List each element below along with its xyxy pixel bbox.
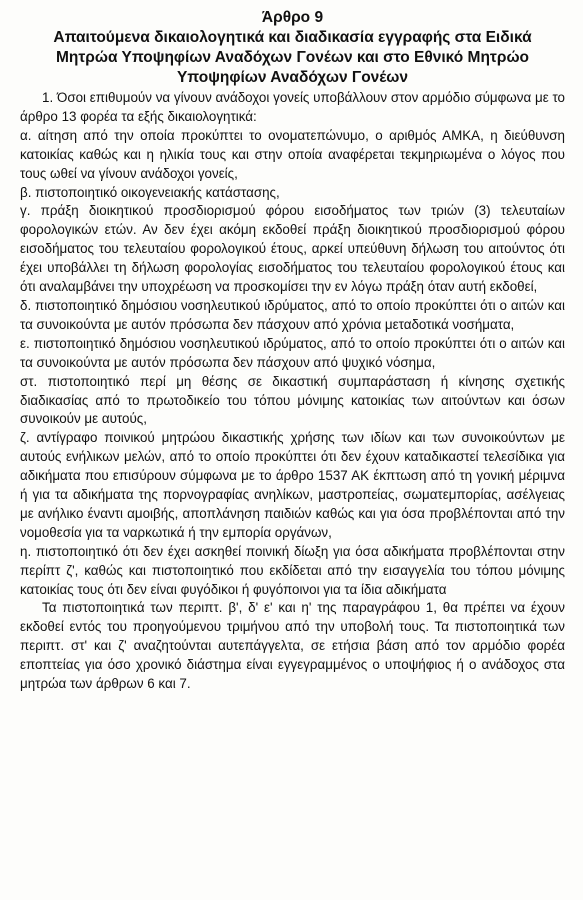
paragraph-1-intro: 1. Όσοι επιθυμούν να γίνουν ανάδοχοι γονείς υποβάλλουν στον αρμόδιο σύμφωνα με το άρθρο 13 φορέα τα εξής δικαιολογητικά: (20, 90, 565, 124)
article-body (20, 89, 565, 694)
item-c: γ. πράξη διοικητικού προσδιορισμού φόρου εισοδήματος των τριών (3) τελευταίων φορολογικών ετών. Αν δεν έχει ακόμη εκδοθεί πράξη διοικητικού προσδιορισμού φόρου εισοδήματος του τελευταίου φορολογικού έτους, αρκεί υπεύθυνη δήλωση του αιτούντος ότι έχει υποβάλλει τη δήλωση φορολογίας εισοδήματος του τελευταίου φορολογικού έτους και ότι αναλαμβάνει την υποχρέωση να προσκομίσει την εν λόγω πράξη όταν αυτή εκδοθεί, (20, 203, 565, 295)
item-st: στ. πιστοποιητικό περί μη θέσης σε δικαστική συμπαράσταση ή κίνησης σχετικής διαδικασίας από το πρωτοδικείο του τόπου μόνιμης κατοικίας των αιτούντων και όσων συνοικούν με αυτούς, (20, 373, 565, 427)
item-b: β. πιστοποιητικό οικογενειακής κατάστασης, (20, 184, 280, 200)
article-heading: Απαιτούμενα δικαιολογητικά και διαδικασία εγγραφής στα Ειδικά Μητρώα Υποψηφίων Αναδόχων Γονέων και στο Εθνικό Μητρώο Υποψηφίων Αναδόχων Γονέων (53, 29, 532, 86)
item-e: ε. πιστοποιητικό δημόσιου νοσηλευτικού ιδρύματος, από το οποίο προκύπτει ότι ο αιτών και τα συνοικούντα με αυτόν πρόσωπα δεν πάσχουν από ψυχικό νόσημα, (20, 335, 565, 370)
item-z: ζ. αντίγραφο ποινικού μητρώου δικαστικής χρήσης των ιδίων και των συνοικούντων με αυτούς ενήλικων μελών, από το οποίο προκύπτει ότι δεν έχουν καταδικαστεί τελεσίδικα για αδικήματα που επισύρουν σύμφωνα με το άρθρο 1537 ΑΚ έκπτωση από τη γονική μέριμνα ή για τα αδικήματα της πορνογραφίας ανηλίκων, μαστροπείας, σωματεμπορίας, ασέλγειας με ανήλικο έναντι αμοιβής, αποπλάνηση παιδιών καθώς και για όσα προβλέπονται από την νομοθεσία για τα ναρκωτικά ή την εμπορία οργάνων, (20, 430, 565, 540)
item-a: α. αίτηση από την οποία προκύπτει το ονοματεπώνυμο, ο αριθμός ΑΜΚΑ, η διεύθυνση κατοικίας καθώς και η ηλικία τους και στην οποία αναφέρεται τεκμηριωμένα ο λόγος που τους ωθεί να γίνουν ανάδοχοι γονείς, (20, 127, 565, 181)
article-title: Άρθρο 9 (261, 9, 324, 26)
item-h: η. πιστοποιητικό ότι δεν έχει ασκηθεί ποινική δίωξη για όσα αδικήματα προβλέπονται στην περίπτ ζ', καθώς και πιστοποιητικό που εκδίδεται από την εισαγγελία του τόπου μόνιμης κατοικίας τους ότι δεν είναι φυγόδικοι ή φυγόποινοι για τα ίδια αδικήματα (20, 543, 565, 597)
closing-paragraph: Τα πιστοποιητικά των περιπτ. β', δ' ε' και η' της παραγράφου 1, θα πρέπει να έχουν εκδοθεί εντός του προηγούμενου τριμήνου από την υποβολή τους. Τα πιστοποιητικά των περιπτ. στ' και ζ' αναζητούνται αυτεπάγγελτα, σε ετήσια βάση από τον αρμόδιο φορέα εποπτείας για όσο χρονικό διάστημα είναι εγγεγραμμένος ο υποψήφιος ή ο ανάδοχος στα μητρώα των άρθρων 6 και 7. (20, 600, 565, 692)
item-d: δ. πιστοποιητικό δημόσιου νοσηλευτικού ιδρύματος, από το οποίο προκύπτει ότι ο αιτών και τα συνοικούντα με αυτόν πρόσωπα δεν πάσχουν από χρόνια μεταδοτικά νοσήματα, (20, 297, 565, 332)
